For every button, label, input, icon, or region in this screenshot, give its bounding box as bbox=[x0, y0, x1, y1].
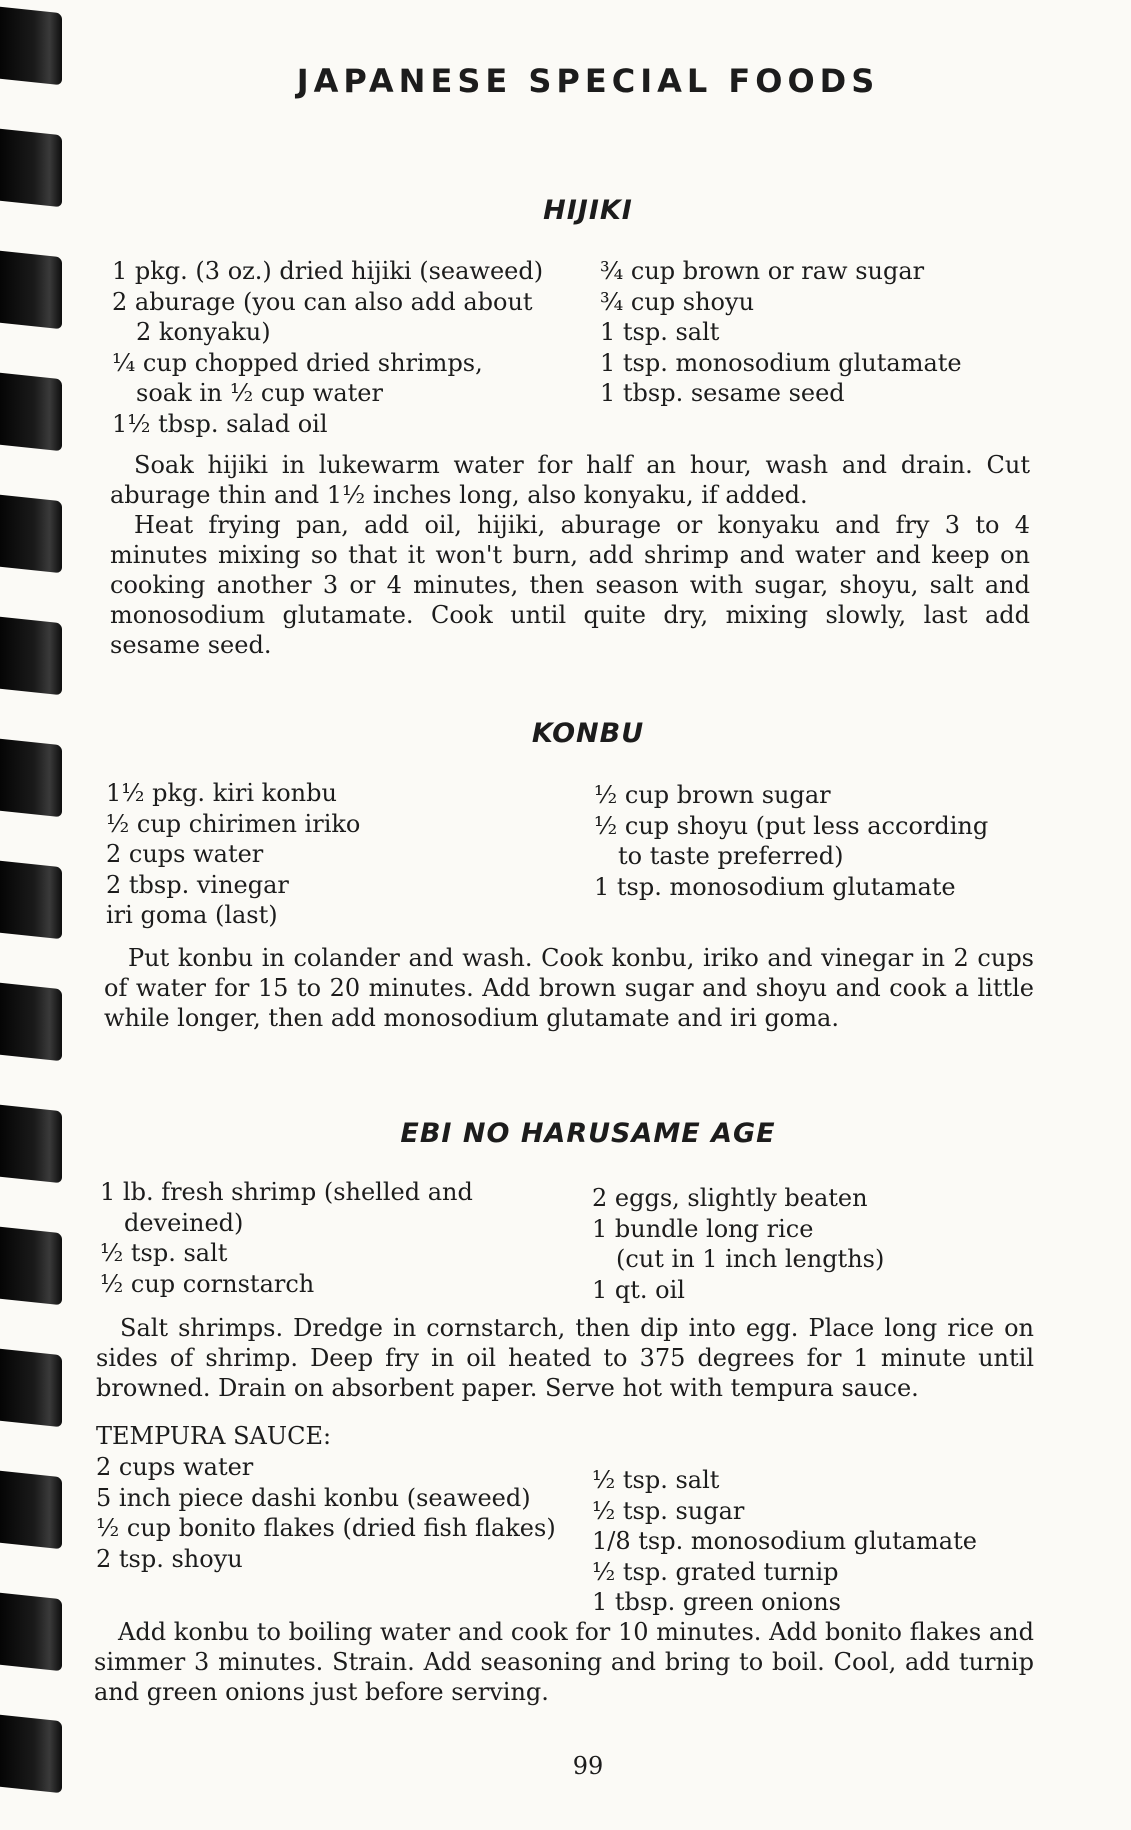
ingredient: 1 qt. oil bbox=[592, 1275, 685, 1304]
ebi-ingredients-right bbox=[592, 1183, 884, 1305]
tempura-sauce-label: TEMPURA SAUCE: bbox=[96, 1422, 332, 1450]
ingredient: (cut in 1 inch lengths) bbox=[616, 1245, 885, 1273]
ingredient: ½ cup shoyu (put less according bbox=[594, 811, 989, 840]
konbu-ingredients-right bbox=[594, 780, 988, 902]
ingredient: ½ cup bonito flakes (dried fish flakes) bbox=[96, 1514, 556, 1542]
ingredient: ¼ cup chopped dried shrimps, bbox=[112, 348, 483, 377]
tempura-ingredients-right bbox=[592, 1465, 977, 1618]
spiral-binding bbox=[0, 0, 75, 1830]
hijiki-ingredients-right bbox=[600, 256, 962, 409]
konbu-ingredients-left bbox=[106, 778, 360, 931]
ebi-directions bbox=[96, 1313, 1034, 1403]
binding-ring bbox=[0, 1471, 62, 1550]
binding-ring bbox=[0, 1105, 62, 1184]
ingredient: 1/8 tsp. monosodium glutamate bbox=[592, 1527, 977, 1555]
binding-ring bbox=[0, 983, 62, 1062]
page-number: 99 bbox=[572, 1752, 604, 1780]
ingredient: soak in ½ cup water bbox=[136, 379, 383, 407]
recipe-heading-konbu: KONBU bbox=[531, 718, 645, 749]
binding-ring bbox=[0, 739, 62, 818]
binding-ring bbox=[0, 251, 62, 330]
ingredient: ½ tsp. salt bbox=[592, 1466, 720, 1494]
ingredient: ¾ cup brown or raw sugar bbox=[600, 257, 925, 285]
binding-ring bbox=[0, 861, 62, 940]
ingredient: 2 konyaku) bbox=[136, 318, 271, 346]
recipe-heading-ebi: EBI NO HARUSAME AGE bbox=[400, 1118, 776, 1149]
ingredient: 1 tbsp. sesame seed bbox=[600, 379, 845, 407]
direction-paragraph: Heat frying pan, add oil, hijiki, aburage or konyaku and fry 3 to 4 minutes mixing so that it won't burn, add shrimp and water and keep on cooking another 3 or 4 minutes, then season with sugar, shoyu, salt and monosodium glutamate. Cook until quite dry, mixing slowly, last add sesame seed. bbox=[110, 511, 1030, 659]
direction-paragraph: Salt shrimps. Dredge in cornstarch, then dip into egg. Place long rice on sides of shrimp. Deep fry in oil heated to 375 degrees for 1 minute until browned. Drain on absorbent paper. Serve hot with tempura sauce. bbox=[96, 1314, 1034, 1402]
recipe-heading-hijiki: HIJIKI bbox=[543, 195, 633, 226]
direction-paragraph: Add konbu to boiling water and cook for 10 minutes. Add bonito flakes and simmer 3 minutes. Strain. Add seasoning and bring to boil. Cool, add turnip and green onions just before serving. bbox=[94, 1618, 1034, 1706]
ingredient: 1 tsp. monosodium glutamate bbox=[594, 872, 956, 901]
ingredient: 5 inch piece dashi konbu (seaweed) bbox=[96, 1483, 531, 1512]
binding-ring bbox=[0, 495, 62, 574]
tempura-ingredients-left bbox=[96, 1452, 556, 1574]
page-title: JAPANESE SPECIAL FOODS bbox=[296, 62, 880, 100]
hijiki-directions bbox=[110, 450, 1030, 660]
ingredient: 2 aburage (you can also add about bbox=[112, 287, 533, 316]
direction-paragraph: Put konbu in colander and wash. Cook konbu, iriko and vinegar in 2 cups of water for 15 to 20 minutes. Add brown sugar and shoyu and cook a little while longer, then add monosodium glutamate and iri goma. bbox=[104, 944, 1034, 1032]
ingredient: deveined) bbox=[124, 1208, 244, 1237]
ingredient: ½ tsp. sugar bbox=[592, 1496, 745, 1525]
ebi-ingredients-left bbox=[100, 1177, 473, 1299]
ingredient: 1½ tbsp. salad oil bbox=[112, 409, 328, 438]
ingredient: 2 eggs, slightly beaten bbox=[592, 1184, 868, 1212]
ingredient: ½ cup brown sugar bbox=[594, 781, 831, 809]
binding-ring bbox=[0, 129, 62, 208]
ingredient: ½ cup cornstarch bbox=[100, 1269, 315, 1298]
binding-ring bbox=[0, 1593, 62, 1672]
ingredient: ½ tsp. salt bbox=[100, 1239, 228, 1267]
cookbook-page bbox=[88, 0, 1088, 1830]
ingredient: 2 cups water bbox=[96, 1453, 254, 1481]
direction-paragraph: Soak hijiki in lukewarm water for half an hour, wash and drain. Cut aburage thin and 1½ inches long, also konyaku, if added. bbox=[110, 451, 1030, 509]
konbu-directions bbox=[104, 943, 1034, 1033]
ingredient: 1 bundle long rice bbox=[592, 1214, 814, 1243]
ingredient: 1 tbsp. green onions bbox=[592, 1588, 841, 1616]
ingredient: 1 lb. fresh shrimp (shelled and bbox=[100, 1178, 473, 1206]
binding-ring bbox=[0, 617, 62, 696]
ingredient: ¾ cup shoyu bbox=[600, 287, 755, 316]
binding-ring bbox=[0, 373, 62, 452]
ingredient: 2 tsp. shoyu bbox=[96, 1544, 243, 1573]
ingredient: iri goma (last) bbox=[106, 901, 278, 929]
ingredient: 2 tbsp. vinegar bbox=[106, 870, 289, 899]
ingredient: to taste preferred) bbox=[618, 842, 844, 870]
ingredient: 2 cups water bbox=[106, 840, 264, 868]
hijiki-ingredients-left bbox=[112, 256, 543, 439]
ingredient: 1 pkg. (3 oz.) dried hijiki (seaweed) bbox=[112, 257, 544, 285]
ingredient: 1 tsp. salt bbox=[600, 318, 720, 346]
ingredient: 1½ pkg. kiri konbu bbox=[106, 779, 337, 807]
binding-ring bbox=[0, 1227, 62, 1306]
binding-ring bbox=[0, 1349, 62, 1428]
tempura-directions bbox=[94, 1617, 1034, 1707]
binding-ring bbox=[0, 1715, 62, 1794]
ingredient: ½ tsp. grated turnip bbox=[592, 1557, 839, 1586]
binding-ring bbox=[0, 7, 62, 86]
ingredient: ½ cup chirimen iriko bbox=[106, 809, 361, 838]
ingredient: 1 tsp. monosodium glutamate bbox=[600, 348, 962, 377]
